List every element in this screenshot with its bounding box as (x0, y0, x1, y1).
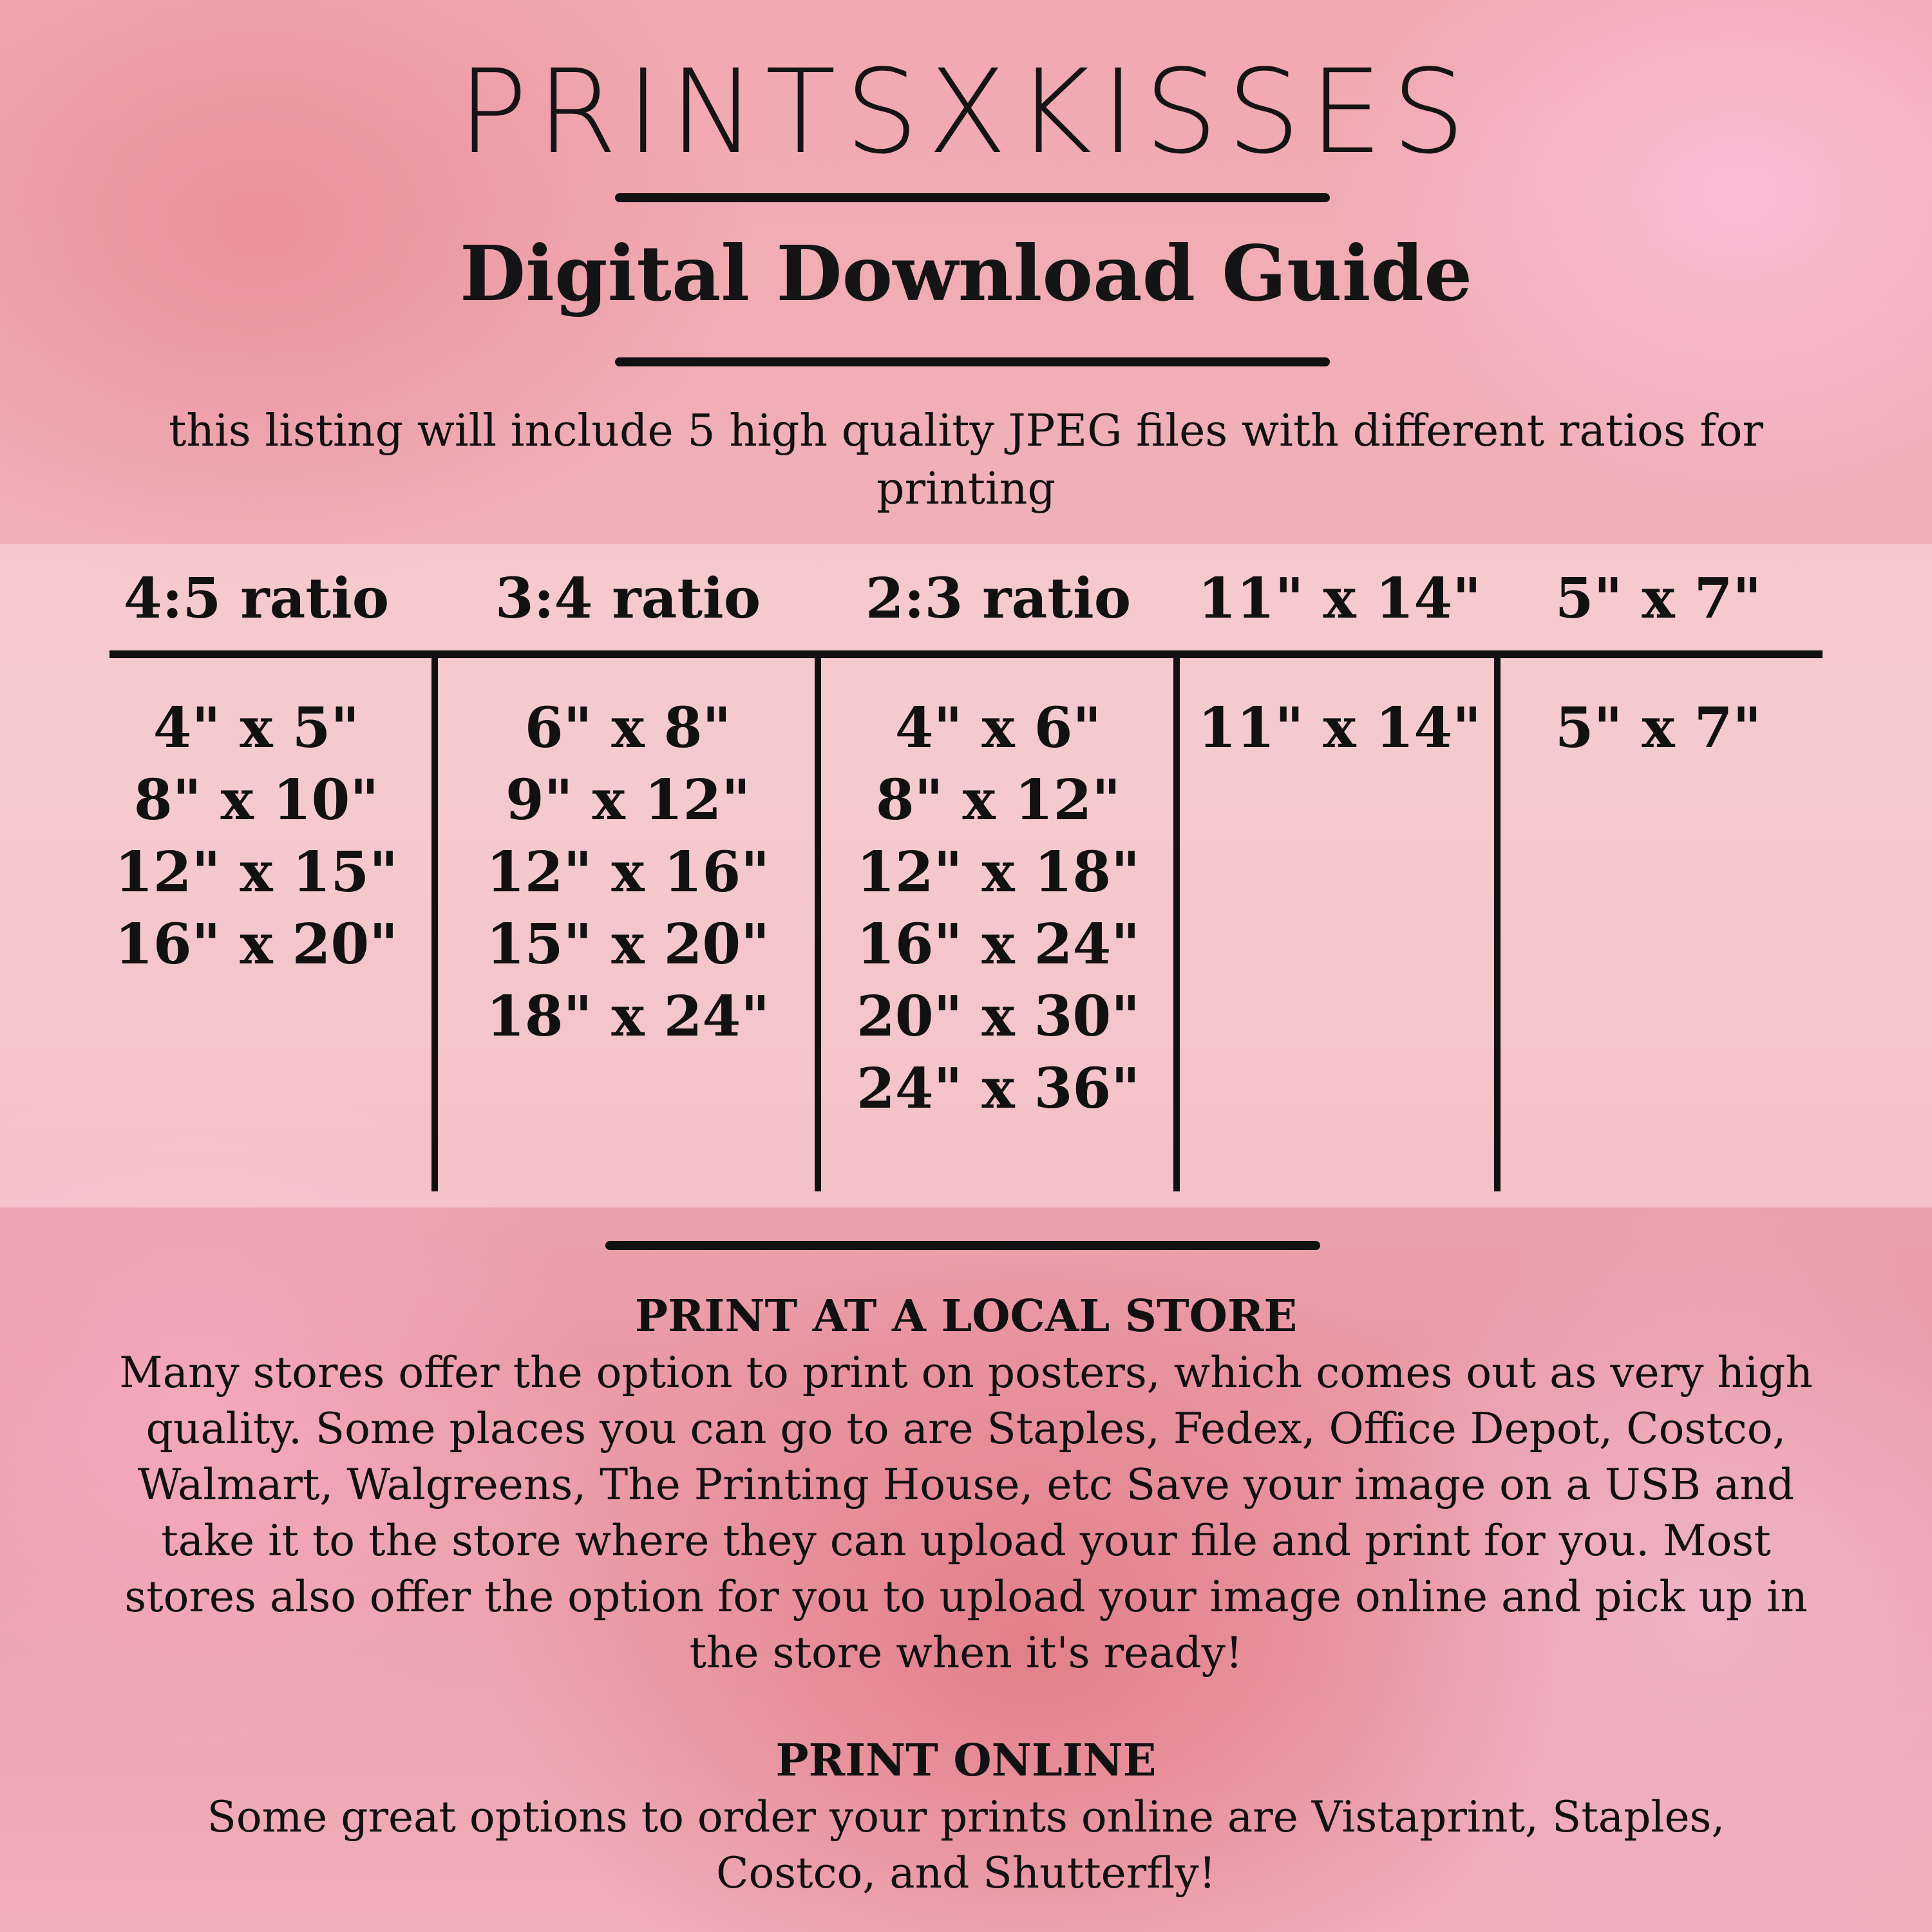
column-header-5x7: 5" x 7" (1555, 566, 1762, 631)
size-item: 9" x 12" (505, 768, 751, 833)
column-sizes-3-4 (460, 692, 795, 1053)
size-item: 11" x 14" (1197, 696, 1482, 761)
size-item: 12" x 18" (856, 840, 1141, 905)
size-item: 8" x 10" (133, 768, 379, 833)
column-header-3-4: 3:4 ratio (495, 566, 761, 631)
size-item: 4" x 5" (153, 696, 360, 761)
size-item: 18" x 24" (486, 984, 770, 1049)
column-sizes-5x7 (1491, 692, 1826, 764)
local-store-text: Many stores offer the option to print on posters, which comes out as very high quality. Some places you can go to are Staples, Fedex, Office Depot, Costco, Walmart, Walgreens, The Printing House, etc Save your image on a USB and take it to the store where they can upload your file and print for you. Most stores also offer the option for you to upload your image online and pick up in the store when it's ready! (119, 1348, 1813, 1678)
print-online-text: Some great options to order your prints online are Vistaprint, Staples, Costco, and Shutterfly! (207, 1792, 1725, 1898)
table-header-rule (109, 650, 1823, 658)
column-sizes-11x14 (1172, 692, 1507, 764)
divider-bottom (605, 1241, 1320, 1250)
column-header-4-5: 4:5 ratio (123, 566, 390, 631)
divider-top (615, 193, 1330, 202)
size-item: 20" x 30" (856, 984, 1141, 1049)
brand-logo-text: PRINTSXKISSES (457, 45, 1475, 180)
size-item: 12" x 16" (486, 840, 770, 905)
size-item: 24" x 36" (856, 1056, 1141, 1121)
column-sizes-4-5 (89, 692, 424, 981)
divider-title (615, 357, 1330, 366)
print-online-heading: PRINT ONLINE (775, 1735, 1157, 1786)
size-item: 4" x 6" (895, 696, 1102, 761)
local-store-heading: PRINT AT A LOCAL STORE (634, 1291, 1298, 1342)
size-item: 12" x 15" (114, 840, 399, 905)
size-item: 8" x 12" (875, 768, 1121, 833)
size-item: 15" x 20" (486, 912, 770, 977)
column-header-11x14: 11" x 14" (1197, 566, 1482, 631)
size-item: 6" x 8" (524, 696, 732, 761)
size-item: 16" x 20" (114, 912, 399, 977)
column-divider-1 (431, 657, 438, 1191)
intro-text: this listing will include 5 high quality JPEG files with different ratios for printing (168, 406, 1764, 515)
column-sizes-2-3 (831, 692, 1166, 1125)
column-header-2-3: 2:3 ratio (865, 566, 1132, 631)
size-item: 5" x 7" (1555, 696, 1762, 761)
page-title: Digital Download Guide (459, 229, 1473, 318)
size-item: 16" x 24" (856, 912, 1141, 977)
column-divider-2 (815, 657, 821, 1191)
